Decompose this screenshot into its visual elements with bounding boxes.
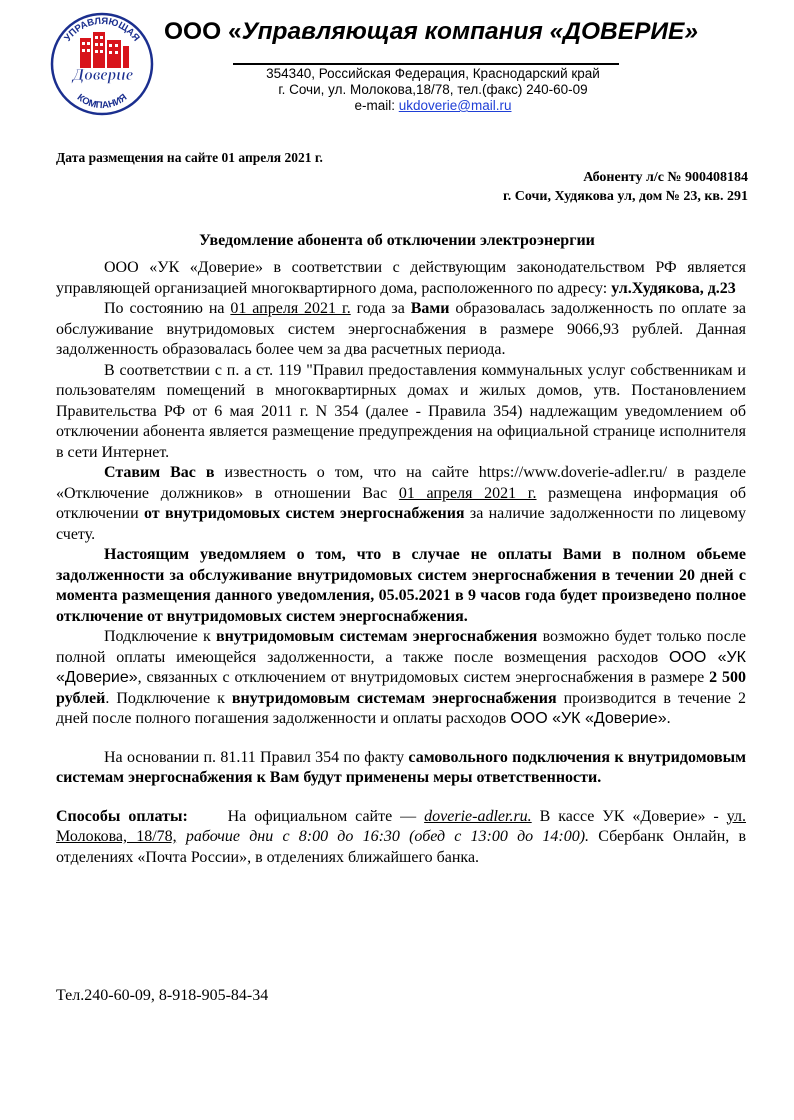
contact-phones: Тел.240-60-09, 8-918-905-84-34 xyxy=(56,987,269,1004)
notice-title: Уведомление абонента об отключении электроэнергии xyxy=(199,232,595,249)
recipient-address: г. Сочи, Худякова ул, дом № 23, кв. 291 xyxy=(503,189,748,204)
reconnection-fee: 2 500 рублей xyxy=(56,669,747,707)
email-link[interactable]: ukdoverie@mail.ru xyxy=(398,98,512,113)
payment-site[interactable]: doverie-adler.ru. xyxy=(424,807,532,825)
company-prefix: ООО « xyxy=(164,18,242,45)
office-hours: рабочие дни с 8:00 до 16:30 (обед с 13:00 до 14:00). xyxy=(185,828,590,845)
company-title xyxy=(164,18,698,46)
address-line-1: 354340, Российская Федерация, Краснодарский край xyxy=(266,66,600,81)
company-logo xyxy=(50,12,154,116)
company-name: Управляющая компания «ДОВЕРИЕ» xyxy=(241,18,699,45)
posted-date: Дата размещения на сайте 01 апреля 2021 г. xyxy=(56,150,323,165)
house-address: ул.Худякова, д.23 xyxy=(611,279,736,297)
notice-body xyxy=(56,258,746,868)
paragraph-7: На основании п. 81.11 Правил 354 по факту самовольного подключения к внутридомовым системам энергоснабжения к Вам будут применены меры ответственности. xyxy=(56,748,747,786)
recipient-block xyxy=(503,168,748,206)
paragraph-6: Подключение к внутридомовым системам энергоснабжения возможно будет только после полной оплаты имеющейся задолженности, а также после возмещения расходов ООО «УК «Доверие», связанных с отключением от внутридомовых систем энергоснабжения в размере 2 500 рублей. Подключение к внутридомовым системам энергоснабжения производится в течение 2 дней после полного погашения задолженности и оплаты расходов ООО «УК «Доверие». xyxy=(56,628,747,727)
debt-date: 01 апреля 2021 г. xyxy=(230,300,351,317)
paragraph-4: Ставим Вас в известность о том, что на сайте https://www.doverie-adler.ru/ в разделе «Отключение должников» в отношении Вас 01 апреля 2021 г. размещена информация об отключении от внутридомовых систем энергоснабжения за наличие задолженности по лицевому счету. xyxy=(56,464,747,543)
email-label: e-mail: xyxy=(354,98,399,113)
paragraph-5 xyxy=(56,545,746,627)
address-line-2: г. Сочи, ул. Молокова,18/78, тел.(факс) 240-60-09 xyxy=(278,82,588,97)
payment-methods: Способы оплаты: На официальном сайте — doverie-adler.ru. В кассе УК «Доверие» - ул. Молокова, 18/78, рабочие дни с 8:00 до 16:30 (обед с 13:00 до 14:00). Сбербанк Онлайн, в отделениях «Почта России», в отделениях ближайшего банка. xyxy=(56,807,747,866)
email-line xyxy=(200,98,666,113)
payment-label: Способы оплаты: xyxy=(56,807,188,825)
paragraph-2: По состоянию на 01 апреля 2021 г. года за Вами образовалась задолженность по оплате за обслуживание внутридомовых систем энергоснабжения в размере 9066,93 рублей. Данная задолженность образовалась более чем за два расчетных периода. xyxy=(56,300,747,358)
recipient-account: Абоненту л/с № 900408184 xyxy=(583,170,748,185)
paragraph-3: В соответствии с п. а ст. 119 "Правил предоставления коммунальных услуг собственникам и пользователям помещений в многоквартирных домах и жилых домов, утв. Постановлением Правительства РФ от 6 мая 2011 г. N 354 (далее - Правила 354) надлежащим уведомлением об отключении абонента является размещение предупреждения на официальной странице исполнителя в сети Интернет. xyxy=(56,361,746,461)
office-address: ул. Молокова, 18/78, xyxy=(56,807,747,845)
disconnection-warning: Настоящим уведомляем о том, что в случае не оплаты Вами в полном обьеме задолженности за обслуживание внутридомовых систем энергоснабжения в течении 20 дней с момента размещения данного уведомления, 05.05.2021 в 9 часов года будет произведено полное отключение от внутридомовых систем энергоснабжения. xyxy=(56,546,746,625)
logo-text-middle: Доверие xyxy=(72,65,134,84)
paragraph-1: ООО «УК «Доверие» в соответствии с действующим законодательством РФ является управляющей организацией многоквартирного дома, расположенного по адресу: ул.Худякова, д.23 xyxy=(56,259,746,297)
logo-text-bottom: КОМПАНИЯ xyxy=(74,92,130,112)
logo-text-top: УПРАВЛЯЮЩАЯ xyxy=(62,15,142,44)
posting-date: 01 апреля 2021 г. xyxy=(398,484,537,502)
letterhead-divider xyxy=(233,63,619,65)
